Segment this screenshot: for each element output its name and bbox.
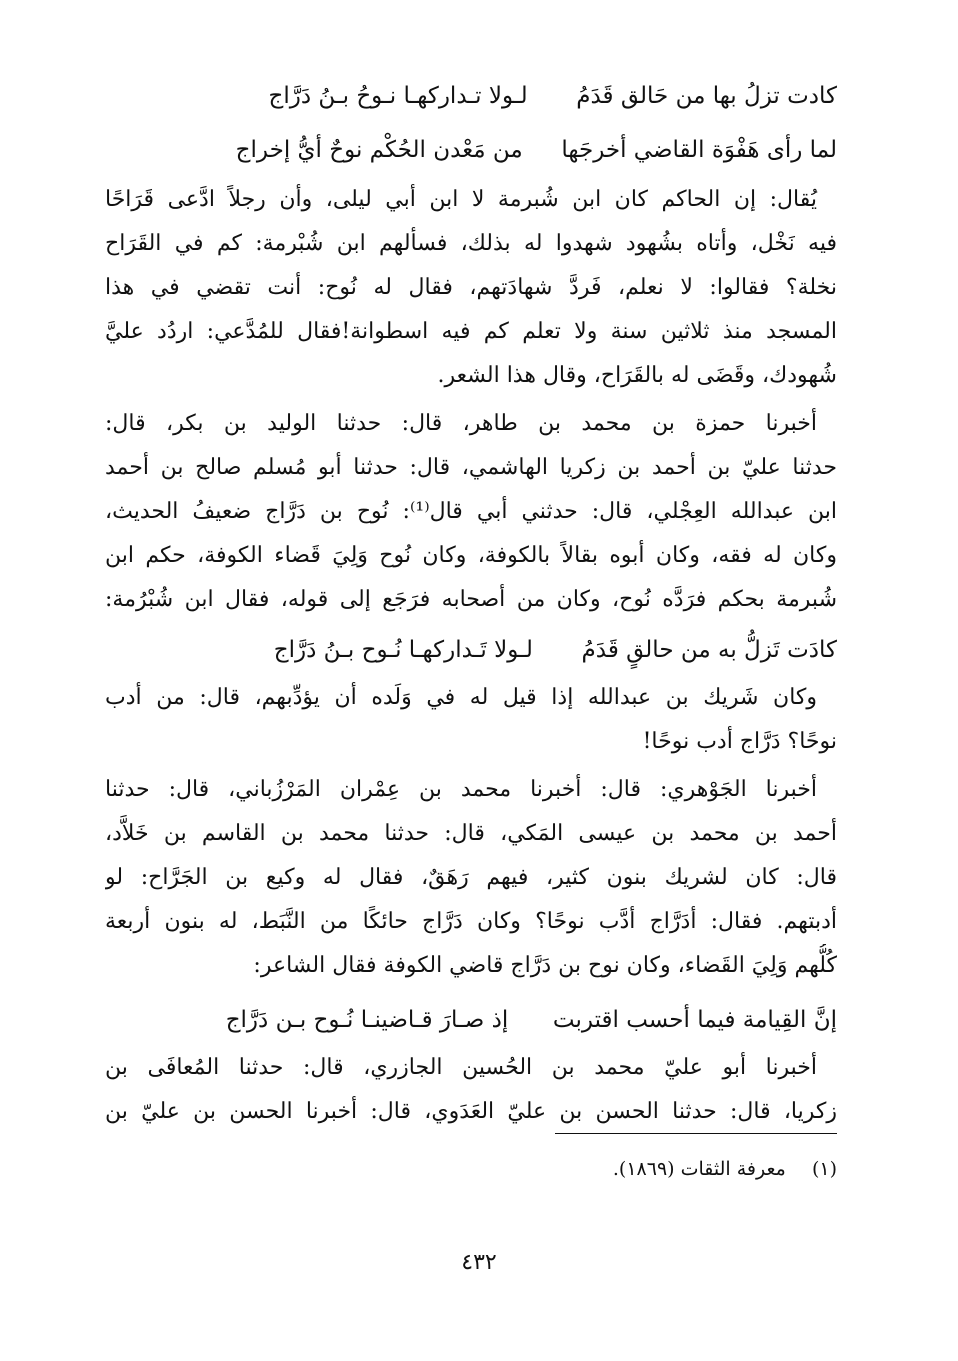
verse-second-hemistich: لـولا تَـداركهـا نُـوح بـنُ دَرَّاج [273, 637, 533, 663]
paragraph-line: فيه نَخْل، وأتاه بشُهود شهدوا له بذلك، فسألهم ابن شُبْرمة: كم في القَرَاح [105, 231, 837, 256]
verse-second-hemistich: لـولا تـداركهـا نـوحُ بـنُ دَرَّاج [268, 83, 528, 109]
paragraph-line: أخبرنا أبو عليّ محمد بن الحُسين الجازري، قال: حدثنا المُعافَى بن [105, 1055, 817, 1080]
verse-first-hemistich: كادَت تَزلُّ به من حالقٍ قَدَمُ [581, 637, 837, 663]
verse-line [268, 74, 837, 118]
paragraph-line: أخبرنا حمزة بن محمد بن طاهر، قال: حدثنا الوليد بن بكر، قال: [105, 411, 817, 436]
verse-second-hemistich: إذ صـارَ قـاضينـا نُـوح بـن دَرَّاج [225, 1007, 509, 1033]
paragraph-line: قال: كان لشريك بنون كثير، فيهم رَهَقٌ، فقال له وكيع بن الجَرَّاح: لو [105, 865, 837, 890]
paragraph [105, 402, 837, 622]
paragraph [105, 768, 837, 988]
paragraph-line: أدبتهم. فقال: أدَرَّاج أدَّب نوحًا؟ وكان دَرَّاج حائكًا من النَّبَط، له بنون أربعة [105, 909, 837, 934]
verse-second-hemistich: من مَعْدن الحُكْم نوحٌ أيُّ إخراج [235, 137, 523, 163]
paragraph-line: شُبرمة بحكم فرَدَّه نُوح، وكان من أصحابه فرَجَع إلى قوله، فقال ابن شُبْرُمة: [105, 587, 837, 612]
verse-line [274, 628, 837, 672]
footnote-text: معرفة الثقات (١٨٦٩). [612, 1158, 786, 1180]
paragraph-line: المسجد منذ ثلاثين سنة ولا تعلم كم فيه اسطوانة!فقال للمُدَّعي: اردُد عليَّ [105, 319, 837, 344]
paragraph-line: حدثنا عليّ بن أحمد بن زكريا الهاشمي، قال: حدثنا أبو مُسلم صالح بن أحمد [105, 455, 837, 480]
paragraph-line: زكريا، قال: حدثنا الحسن بن عليّ العَدَوي، قال: أخبرنا الحسن بن عليّ بن [105, 1099, 837, 1124]
paragraph [105, 1046, 837, 1134]
verse-line [226, 998, 837, 1042]
paragraph-line: كُلُّهم وَلِيَ القَضاء، وكان نوح بن دَرَّاج قاضي الكوفة فقال الشاعر: [253, 953, 837, 978]
paragraph-line: نخلة؟ فقالوا: لا نعلم، فَردَّ شهادَتهم، فقال له نُوح: أنت تقضي في هذا [105, 275, 837, 300]
paragraph-line: ابن عبدالله العِجْلي، قال: حدثني أبي قال⁽¹⁾: نُوح بن دَرَّاج ضعيفُ الحديث، [105, 499, 837, 524]
verse-line [236, 128, 837, 172]
paragraph-line: أخبرنا الجَوْهري: قال: أخبرنا محمد بن عِمْران المَرْزُباني، قال: حدثنا [105, 777, 817, 802]
paragraph-line: وكان له فقه، وكان أبوه بقالاً بالكوفة، وكان نُوح وَلِيَ قَضاء الكوفة، حكم ابن [105, 543, 837, 568]
paragraph-line: شُهودك، وقَضَى له بالقَرَاح، وقال هذا الشعر. [437, 363, 837, 388]
footnote [613, 1158, 837, 1180]
verse-first-hemistich: إنَّ القِيامة فيما أحسب اقتربت [552, 1007, 837, 1033]
paragraph-line: نوحًا؟ دَرَّاج أدب نوحًا! [642, 729, 837, 754]
paragraph-line: أحمد بن محمد بن عيسى المَكي، قال: حدثنا محمد بن القاسم بن خَلاَّد، [105, 821, 837, 846]
footnote-marker: (١) [811, 1158, 837, 1180]
paragraph-line: يُقال: إن الحاكم كان ابن شُبرمة لا ابن أبي ليلى، وأن رجلاً ادَّعى قَرَاحًا [105, 187, 817, 212]
paragraph [105, 676, 837, 764]
verse-first-hemistich: كادت تزلُ بها من حَالق قَدَمُ [576, 83, 837, 109]
paragraph [105, 178, 837, 398]
page-number: ٤٣٢ [461, 1250, 497, 1275]
paragraph-line: وكان شَريك بن عبدالله إذا قيل له في وَلَده أن يؤدِّبهم، قال: من أدب [105, 685, 817, 710]
footnote-divider [555, 1133, 837, 1134]
verse-first-hemistich: لما رأى هَفْوَة القاضي أخرجَها [561, 137, 837, 163]
